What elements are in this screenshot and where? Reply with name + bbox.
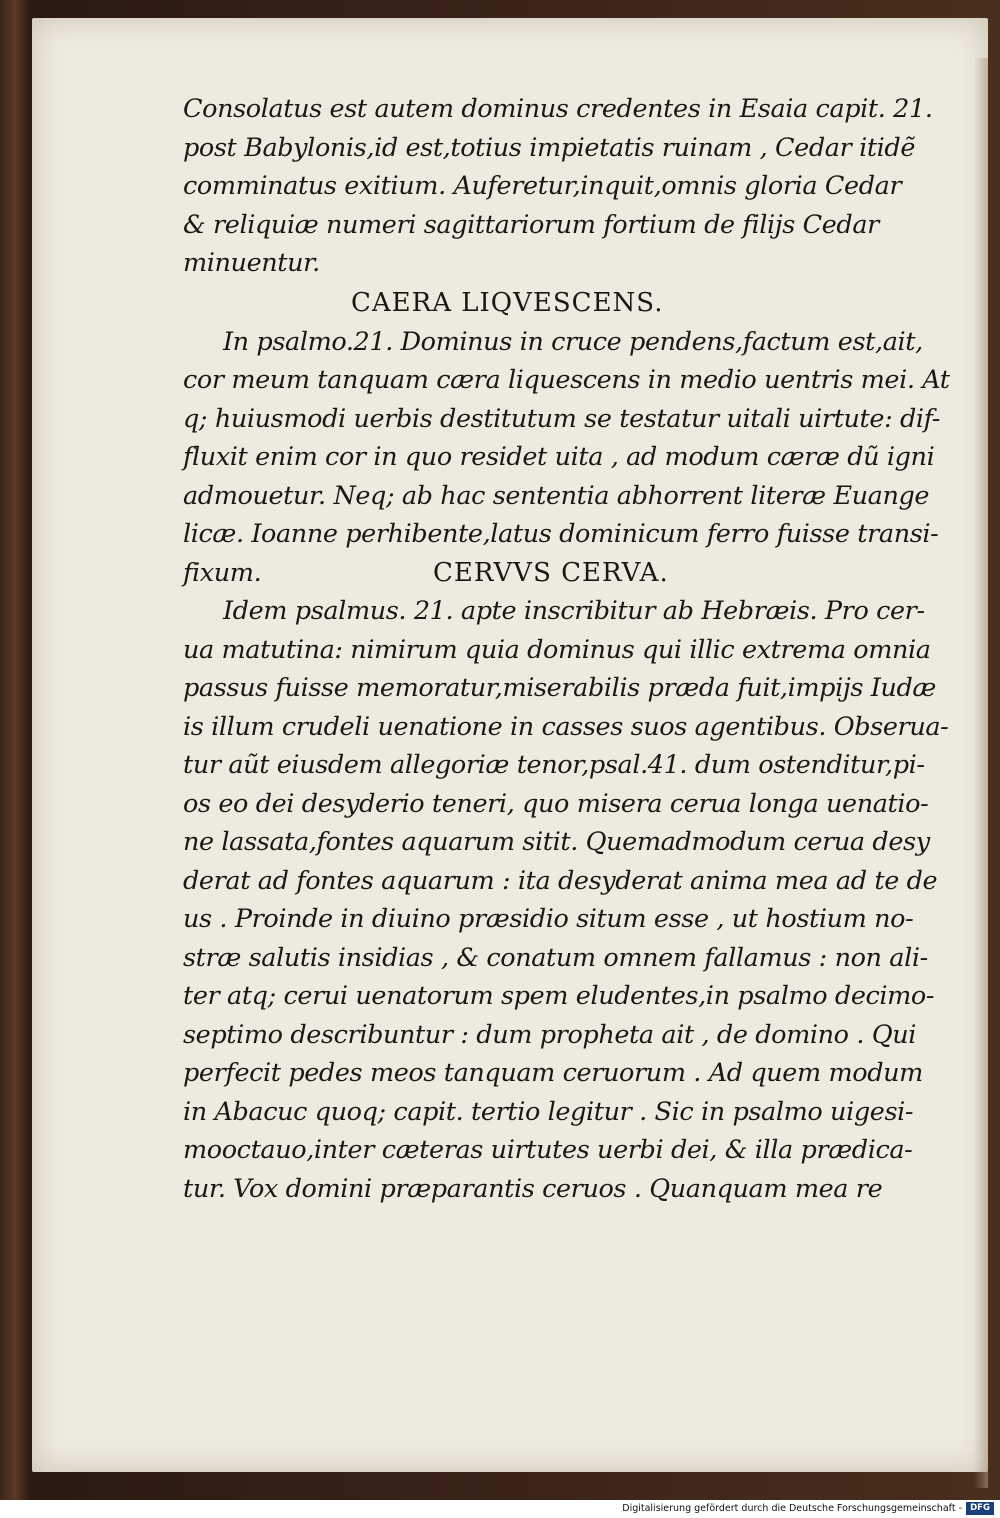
page-text-block xyxy=(183,90,950,1208)
text-line: admouetur. Neq; ab hac sententia abhorrent literæ Euange xyxy=(183,480,930,511)
text-line: stræ salutis insidias , & conatum omnem fallamus : non ali- xyxy=(183,942,928,973)
text-line: licæ. Ioanne perhibente,latus dominicum ferro fuisse transi- xyxy=(183,519,939,549)
text-line: mooctauo,inter cæteras uirtutes uerbi dei, & illa prædica- xyxy=(183,1135,913,1165)
text-line: ua matutina: nimirum quia dominus qui illic extrema omnia xyxy=(183,634,931,665)
text-line: comminatus exitium. Auferetur,inquit,omnis gloria Cedar xyxy=(183,171,902,201)
text-line: fixum. xyxy=(183,557,262,588)
text-line: ne lassata,fontes aquarum sitit. Quemadmodum cerua desy xyxy=(183,827,930,857)
text-line: q; huiusmodi uerbis destitutum se testatur uitali uirtute: dif- xyxy=(183,403,941,434)
section-heading: CAERA LIQVESCENS. xyxy=(351,287,664,318)
text-line: tur. Vox domini præparantis ceruos . Quanquam mea re xyxy=(183,1173,883,1204)
funding-credit: Digitalisierung gefördert durch die Deutsche Forschungsgemeinschaft - xyxy=(622,1503,962,1514)
dfg-logo: DFG xyxy=(966,1502,994,1515)
text-line: os eo dei desyderio teneri, quo misera cerua longa uenatio- xyxy=(183,788,929,819)
text-line: passus fuisse memoratur,miserabilis præda fuit,impijs Iudæ xyxy=(183,673,936,703)
text-line: us . Proinde in diuino præsidio situm esse , ut hostium no- xyxy=(183,904,914,934)
paragraph-middle xyxy=(183,323,950,554)
text-line: septimo describuntur : dum propheta ait , de domino . Qui xyxy=(183,1019,917,1050)
text-line: perfecit pedes meos tanquam ceruorum . Ad quem modum xyxy=(183,1058,923,1088)
footer-bar xyxy=(0,1500,1000,1518)
text-line: & reliquiæ numeri sagittariorum fortium de filijs Cedar xyxy=(183,209,879,240)
text-line: In psalmo.21. Dominus in cruce pendens,factum est,ait, xyxy=(223,326,923,357)
text-line: in Abacuc quoq; capit. tertio legitur . Sic in psalmo uigesi- xyxy=(183,1096,914,1127)
paragraph-bottom xyxy=(183,592,949,1208)
text-line: post Babylonis,id est,totius impietatis ruinam , Cedar itidẽ xyxy=(183,132,916,163)
text-line: minuentur. xyxy=(183,248,320,278)
text-line: cor meum tanquam cæra liquescens in medio uentris mei. At xyxy=(183,365,950,395)
text-line: Idem psalmus. 21. apte inscribitur ab Hebræis. Pro cer- xyxy=(223,596,925,626)
text-line: fluxit enim cor in quo residet uita , ad modum cæræ dũ igni xyxy=(183,442,935,472)
text-line: tur aũt eiusdem allegoriæ tenor,psal.41. dum ostenditur,pi- xyxy=(183,750,925,780)
text-line: is illum crudeli uenatione in casses suos agentibus. Obserua- xyxy=(183,711,949,742)
text-line: ter atq; cerui uenatorum spem eludentes,in psalmo decimo- xyxy=(183,981,935,1011)
section-heading: CERVVS CERVA. xyxy=(433,557,669,588)
text-line: derat ad fontes aquarum : ita desyderat anima mea ad te de xyxy=(183,865,938,896)
paragraph-top xyxy=(183,90,933,283)
text-line: Consolatus est autem dominus credentes in Esaia capit. 21. xyxy=(183,94,933,124)
page-edge-shadow xyxy=(974,58,988,1488)
text-line-with-heading xyxy=(183,554,903,593)
